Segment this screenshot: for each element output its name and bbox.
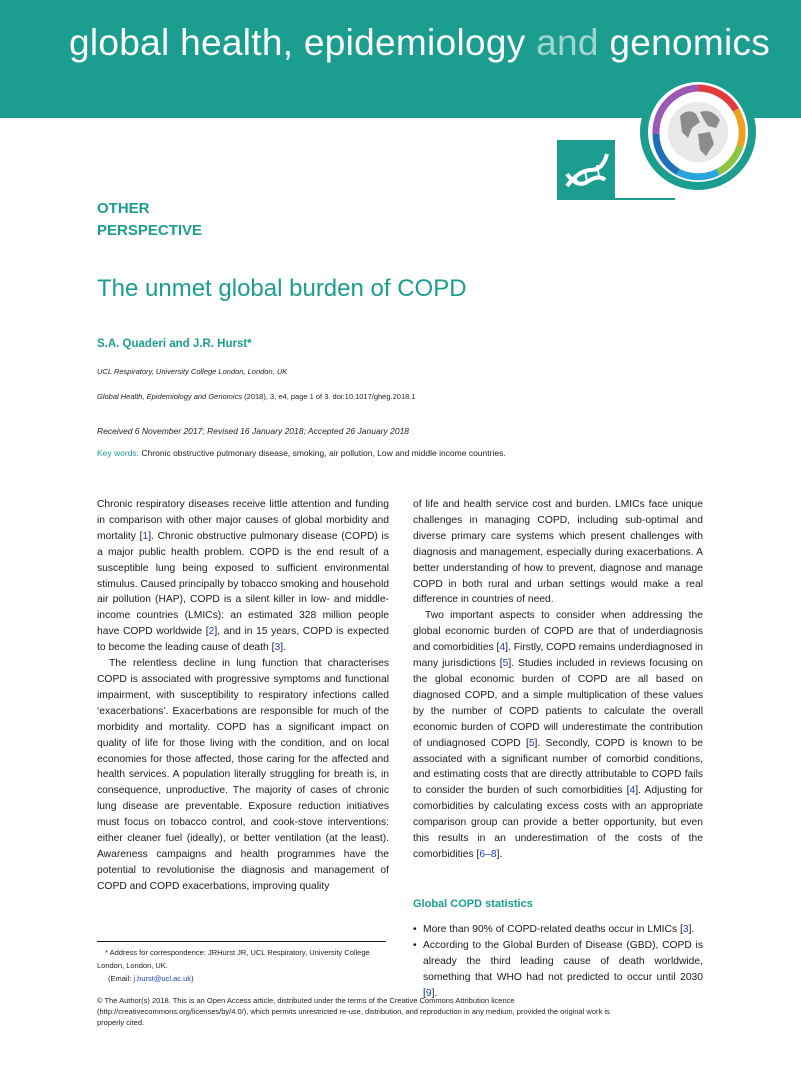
section-label: [97, 198, 202, 242]
reference-link[interactable]: 2: [208, 626, 215, 638]
correspondence-footnote: [97, 946, 389, 985]
author-affiliation: UCL Respiratory, University College London, London, UK: [97, 367, 288, 376]
reference-link[interactable]: 3: [682, 924, 689, 935]
section-label-line2: PERSPECTIVE: [97, 222, 203, 239]
logo-connector-line: [615, 198, 675, 200]
body-column-left: [97, 497, 389, 895]
dna-icon: [557, 140, 615, 200]
article-citation: [97, 392, 416, 401]
dna-logo: [557, 140, 615, 200]
footnote-divider: [97, 941, 386, 942]
paragraph: Two important aspects to consider when addressing the global economic burden of COPD are that of underdiagnosis and comorbidities [4]. Firstly, COPD remains underdiagnosed in many jurisdictions [5]. Studies included in reviews focusing on the global economic burden of COPD are all based on diagnosed COPD, and a simple multiplication of these values by the number of COPD patients to calculate the overall economic burden of COPD will underestimate the contribution of undiagnosed COPD [5]. Secondly, COPD is known to be associated with a significant number of comorbid conditions, and estimating costs that are directly attributable to COPD fails to consider the burden of such comorbidities [4]. Adjusting for comorbidities by calculating excess costs with an appropriate comparison group can provide a better opportunity, but even this results in an underestimation of the costs of the comorbidities [6–8].: [413, 610, 703, 860]
reference-link[interactable]: 6–8: [479, 848, 497, 860]
received-dates: Received 6 November 2017; Revised 16 January 2018; Accepted 26 January 2018: [97, 426, 410, 436]
stats-list: [413, 922, 703, 1002]
article-authors: S.A. Quaderi and J.R. Hurst*: [97, 338, 252, 350]
article-title: The unmet global burden of COPD: [97, 275, 467, 302]
reference-link[interactable]: 9: [425, 987, 432, 999]
reference-link[interactable]: 4: [499, 642, 506, 654]
list-item: • According to the Global Burden of Disease (GBD), COPD is already the third leading cause of death worldwide, something that WHO had not predicted to occur until 2030 [9].: [413, 939, 703, 999]
reference-link[interactable]: 5: [528, 737, 535, 749]
journal-title-and: and: [536, 22, 599, 63]
footnote-email-line: (Email: j.hurst@ucl.ac.uk): [108, 974, 194, 983]
email-link[interactable]: j.hurst@ucl.ac.uk: [133, 974, 192, 983]
footnote-text: * Address for correspondence: JRHurst JR, UCL Respiratory, University College London, London, UK.: [97, 948, 370, 970]
keywords-label: Key words:: [97, 448, 140, 458]
journal-title: [69, 22, 770, 64]
paragraph: The relentless decline in lung function that characterises COPD is associated with progressive symptoms and functional impairment, with susceptibility to respiratory infections called ‘exacerbations’. Exacerbations are responsible for much of the morbidity and mortality. COPD has a significant impact on quality of life for those living with the condition, and on local economies for those affected, those caring for the affected and health services. A population literally struggling for breath is, in consequence, unproductive. The majority of cases of chronic lung disease are preventable. Exposure reduction initiatives must focus on tobacco control, and cook-stove interventions: either cleaner fuel (ideally), or better ventilation (at the least). Awareness campaigns and health programmes have the potential to revolutionise the diagnosis and management of COPD and COPD exacerbations, improving quality: [97, 658, 389, 892]
body-column-right: [413, 497, 703, 863]
citation-details: (2018), 3, e4, page 1 of 3. doi:10.1017/gheg.2018.1: [242, 392, 416, 401]
paragraph: of life and health service cost and burden. LMICs face unique challenges in managing COPD, including sub-optimal and diverse primary care systems which present challenges with diagnosis and management, especially during exacerbations. A better understanding of how to prevent, diagnose and manage COPD in both rural and urban settings would make a real difference in countries of need.: [413, 499, 703, 606]
subsection-heading: Global COPD statistics: [413, 898, 533, 910]
globe-logo-icon: [638, 72, 758, 212]
reference-link[interactable]: 1: [142, 530, 149, 542]
list-item: • More than 90% of COPD-related deaths occur in LMICs [3].: [413, 922, 703, 938]
bullet-icon: •: [413, 939, 417, 951]
reference-link[interactable]: 4: [629, 785, 636, 797]
keywords: [97, 448, 506, 458]
bullet-icon: •: [413, 924, 417, 935]
paragraph: Chronic respiratory diseases receive little attention and funding in comparison with other major causes of global morbidity and mortality [1]. Chronic obstructive pulmonary disease (COPD) is a major public health problem. COPD is the end result of a susceptible lung being exposed to sufficient environmental stimulus. Caused principally by tobacco smoking and household air pollution (HAP), COPD is a silent killer in low- and middle-income countries (LMICs): an estimated 328 million people have COPD worldwide [2], and in 15 years, COPD is expected to become the leading cause of death [3].: [97, 499, 389, 654]
journal-title-part1: global health, epidemiology: [69, 22, 537, 63]
reference-link[interactable]: 5: [502, 658, 509, 670]
section-label-line1: OTHER: [97, 200, 150, 217]
journal-title-part2: genomics: [598, 22, 771, 63]
citation-journal: Global Health, Epidemiology and Genomics: [97, 392, 243, 401]
reference-link[interactable]: 3: [274, 642, 281, 654]
license-notice: © The Author(s) 2018. This is an Open Access article, distributed under the terms of the Creative Commons Attribution licence (http://creativecommons.org/licenses/by/4.0/), which permits unrestricted re-use, distribution, and reproduction in any medium, provided the original work is properly cited.: [97, 996, 610, 1027]
keywords-text: Chronic obstructive pulmonary disease, smoking, air pollution, Low and middle income countries.: [141, 448, 506, 458]
